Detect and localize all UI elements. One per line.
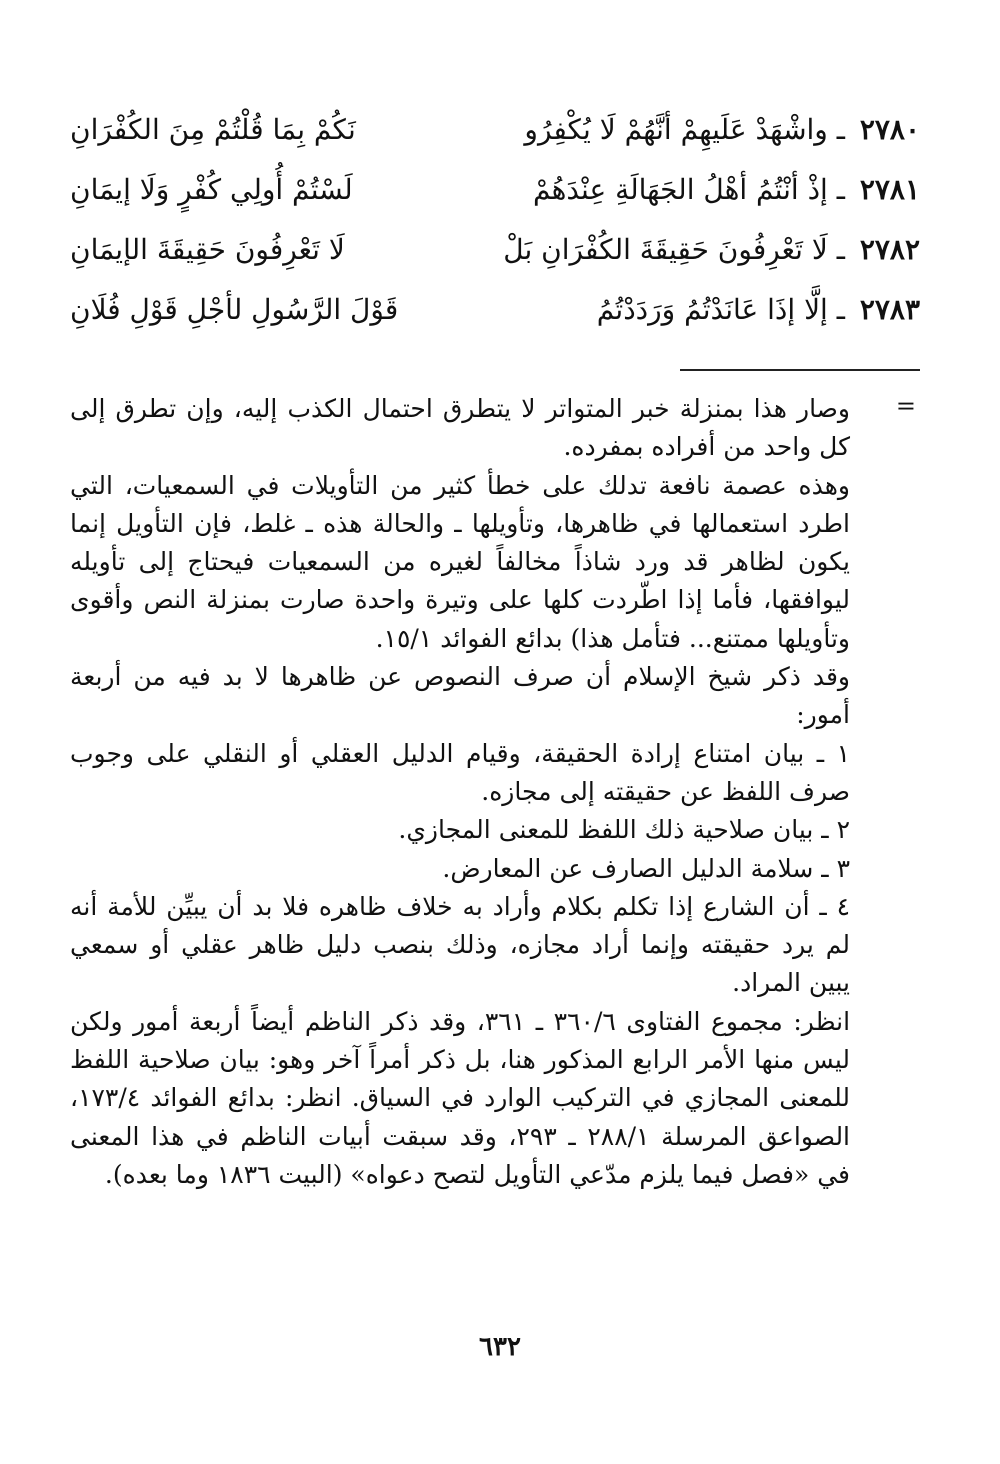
poem-verses (70, 100, 930, 340)
verse-text: واشْهَدْ عَلَيهِمْ أنَّهُمْ لَا يُكْفِرُو (524, 113, 828, 146)
verse-number: ٢٧٨٢ (859, 233, 920, 266)
verse-first-hemistich: ٢٧٨٠ ـ واشْهَدْ عَلَيهِمْ أنَّهُمْ لَا يُكْفِرُو (524, 113, 920, 146)
footnote-body (70, 390, 850, 1194)
verse-first-hemistich: ٢٧٨٢ ـ لَا تَعْرِفُونَ حَقِيقَةَ الكُفْرَانِ بَلْ (503, 233, 920, 266)
verse-second-hemistich: نَكُمْ بِمَا قُلْتُمْ مِنَ الكُفْرَانِ (70, 113, 356, 146)
verse-line (70, 220, 930, 280)
verse-second-hemistich: قَوْلَ الرَّسُولِ لأجْلِ قَوْلِ فُلَانِ (70, 293, 399, 326)
verse-second-hemistich: لَسْتُمْ أُولِي كُفْرٍ وَلَا إيمَانِ (70, 173, 353, 206)
verse-number: ٢٧٨١ (859, 173, 920, 206)
verse-text: إلَّا إذَا عَانَدْتُمُ وَرَدَدْتُمُ (596, 293, 828, 326)
verse-first-hemistich: ٢٧٨٣ ـ إلَّا إذَا عَانَدْتُمُ وَرَدَدْتُمُ (596, 293, 920, 326)
footnote-paragraph: وقد ذكر شيخ الإسلام أن صرف النصوص عن ظاهرها لا بد فيه من أربعة أمور: (70, 662, 850, 730)
verse-line (70, 100, 930, 160)
footnote-separator (680, 369, 920, 371)
verse-line (70, 280, 930, 340)
footnote-list-item: ٣ ـ سلامة الدليل الصارف عن المعارض. (442, 853, 850, 883)
verse-line (70, 160, 930, 220)
footnote-list-item: ١ ـ بيان امتناع إرادة الحقيقة، وقيام الدليل العقلي أو النقلي على وجوب صرف اللفظ عن حقيقته إلى مجازه. (70, 738, 850, 806)
page-number: ٦٣٢ (479, 1332, 521, 1362)
verse-number: ٢٧٨٠ (859, 113, 920, 146)
footnote-paragraph: انظر: مجموع الفتاوى ٣٦٠/٦ ـ ٣٦١، وقد ذكر الناظم أيضاً أربعة أمور ولكن ليس منها الأمر الرابع المذكور هنا، بل ذكر أمراً آخر وهو: بيان صلاحية اللفظ للمعنى المجازي في التركيب الوارد في السياق. انظر: بدائع الفوائد ١٧٣/٤، الصواعق المرسلة ٢٨٨/١ ـ ٢٩٣، وقد سبقت أبيات الناظم في هذا المعنى في «فصل فيما يلزم مدّعي التأويل لتصح دعواه» (البيت ١٨٣٦ وما بعده). (70, 1006, 851, 1189)
footnote-list-item: ٢ ـ بيان صلاحية ذلك اللفظ للمعنى المجازي. (398, 815, 850, 845)
verse-first-hemistich: ٢٧٨١ ـ إذْ أنْتُمُ أهْلُ الجَهَالَةِ عِنْدَهُمْ (532, 173, 920, 206)
footnote-paragraph: وهذه عصمة نافعة تدلك على خطأ كثير من التأويلات في السمعيات، التي اطرد استعمالها في ظاهرها، وتأويلها ـ والحالة هذه ـ غلط، فإن التأويل إنما يكون لظاهر قد ورد شاذاً مخالفاً لغيره من السمعيات فيحتاج إلى تأويله ليوافقها، فأما إذا اطّردت كلها على وتيرة واحدة صارت بمنزلة النص وأقوى وتأويلها ممتنع... فتأمل هذا) بدائع الفوائد ١٥/١. (70, 470, 850, 653)
verse-text: لَا تَعْرِفُونَ حَقِيقَةَ الكُفْرَانِ بَلْ (503, 233, 828, 266)
continuation-marker: = (895, 392, 916, 420)
verse-second-hemistich: لَا تَعْرِفُونَ حَقِيقَةَ الإيمَانِ (70, 233, 345, 266)
footnote-paragraph: وصار هذا بمنزلة خبر المتواتر لا يتطرق احتمال الكذب إليه، وإن تطرق إلى كل واحد من أفراده بمفرده. (70, 394, 850, 462)
verse-number: ٢٧٨٣ (859, 293, 920, 326)
footnote-list-item: ٤ ـ أن الشارع إذا تكلم بكلام وأراد به خلاف ظاهره فلا بد أن يبيِّن للأمة أنه لم يرد حقيقته وإنما أراد مجازه، وذلك بنصب دليل ظاهر عقلي أو سمعي يبين المراد. (70, 891, 850, 998)
verse-text: إذْ أنْتُمُ أهْلُ الجَهَالَةِ عِنْدَهُمْ (532, 173, 828, 206)
